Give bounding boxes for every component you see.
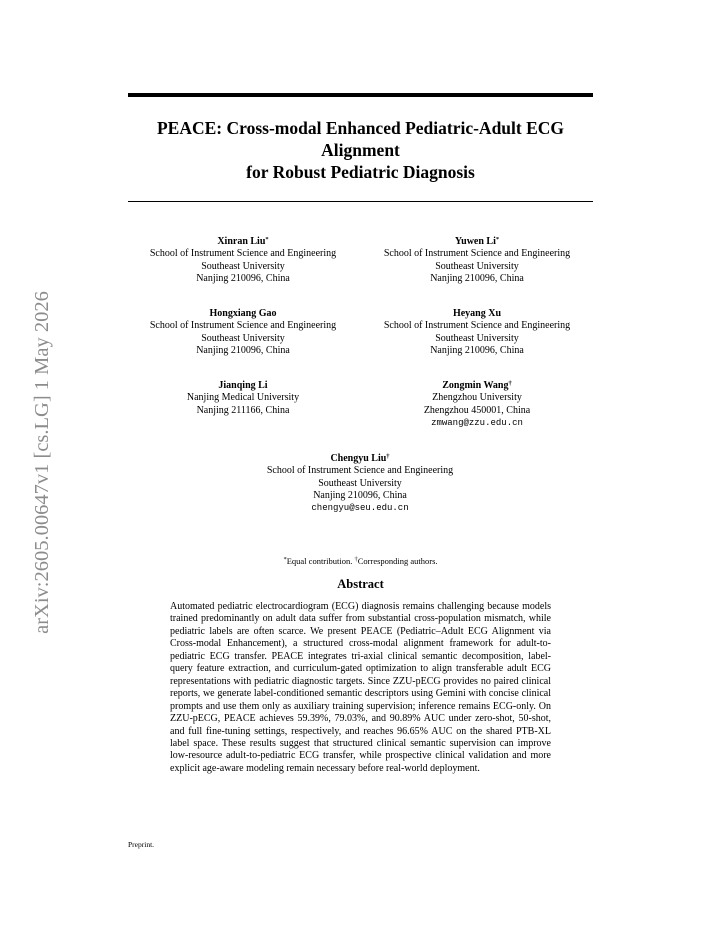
author-email[interactable]: chengyu@seu.edu.cn — [311, 503, 409, 514]
author-affiliation-line: School of Instrument Science and Engineering — [383, 320, 571, 332]
title-line: Alignment — [321, 140, 400, 160]
author-mark: * — [265, 236, 269, 243]
author-affiliation-line: Zhengzhou 450001, China — [423, 404, 531, 416]
title-line: PEACE: Cross-modal Enhanced Pediatric-Adult ECG — [156, 118, 565, 138]
author-block — [123, 236, 363, 285]
author-affiliation-line: Nanjing Medical University — [186, 392, 300, 404]
author-name: Zongmin Wang — [442, 380, 509, 391]
arxiv-identifier — [22, 262, 62, 662]
author-block — [357, 380, 597, 429]
author-affiliation-line: Zhengzhou University — [432, 392, 522, 404]
author-block — [123, 308, 363, 357]
author-affiliation-line: Nanjing 211166, China — [196, 404, 290, 416]
author-mark: † — [386, 453, 390, 460]
author-name: Hongxiang Gao — [209, 308, 277, 319]
equal-contribution-text: Equal contribution. — [286, 556, 355, 566]
author-affiliation-line: Nanjing 210096, China — [196, 272, 290, 284]
author-name: Heyang Xu — [452, 308, 502, 319]
author-name: Xinran Liu — [217, 236, 266, 247]
author-block — [123, 380, 363, 417]
corresponding-author-text: Corresponding authors. — [357, 556, 438, 566]
author-name: Yuwen Li — [454, 236, 496, 247]
abstract-text: Automated pediatric electrocardiogram (ECG) diagnosis remains challenging because models trained predominantly on adult data suffer from substantial cross-population mismatch, while pediatric labels are often scarce. We present PEACE (Pediatric–Adult ECG Alignment via Cross-modal Enhancement), a structured cross-modal alignment framework for adult-to-pediatric ECG transfer. PEACE integrates tri-axial clinical semantic decomposition, label-query feature extraction, and curriculum-gated optimization to align transferable adult ECG representations with pediatric diagnostic targets. Since ZZU-pECG provides no paired clinical reports, we generate label-conditioned semantic descriptors using Gemini with concise clinical prompts and use them only as auxiliary training supervision; inference remains ECG-only. On ZZU-pECG, PEACE achieves 59.39%, 79.03%, and 90.89% AUC under zero-shot, 50-shot, and full fine-tuning settings, respectively, and reaches 96.65% AUC on the shared PTB-XL label space. These results suggest that structured clinical semantic supervision can improve low-resource adult-to-pediatric ECG transfer, while prospective clinical validation and more explicit age-aware modeling remain necessary before real-world deployment. — [170, 601, 551, 774]
corresponding-author-mark: † — [354, 556, 358, 563]
preprint-label: Preprint. — [128, 840, 155, 849]
author-name: Jianqing Li — [218, 380, 268, 391]
contribution-footnote — [128, 556, 593, 566]
author-affiliation-line: School of Instrument Science and Engineering — [266, 465, 454, 477]
author-block — [240, 453, 480, 514]
title-line: for Robust Pediatric Diagnosis — [246, 162, 475, 182]
author-affiliation-line: School of Instrument Science and Engineering — [383, 248, 571, 260]
equal-contribution-mark: * — [283, 556, 287, 563]
author-affiliation-line: Nanjing 210096, China — [430, 344, 524, 356]
author-mark: * — [495, 236, 500, 243]
arxiv-identifier-text: arXiv:2605.00647v1 [cs.LG] 1 May 2026 — [30, 290, 53, 634]
author-email[interactable]: zmwang@zzu.edu.cn — [431, 417, 523, 428]
title-top-rule — [128, 93, 593, 97]
author-affiliation-line: School of Instrument Science and Engineering — [149, 320, 337, 332]
abstract-heading: Abstract — [337, 577, 384, 591]
author-affiliation-line: Southeast University — [318, 477, 402, 489]
author-affiliation-line: Southeast University — [435, 332, 519, 344]
author-affiliation-line: Southeast University — [435, 260, 519, 272]
author-affiliation-line: Southeast University — [201, 332, 285, 344]
author-affiliation-line: Southeast University — [201, 260, 285, 272]
author-affiliation-line: Nanjing 210096, China — [196, 344, 290, 356]
author-block — [357, 236, 597, 285]
paper-title — [128, 117, 593, 183]
author-block — [357, 308, 597, 357]
author-name: Chengyu Liu — [330, 453, 387, 464]
author-affiliation-line: Nanjing 210096, China — [430, 272, 524, 284]
author-affiliation-line: Nanjing 210096, China — [313, 489, 407, 501]
author-mark: † — [508, 380, 512, 387]
title-bottom-rule — [128, 201, 593, 202]
author-affiliation-line: School of Instrument Science and Engineering — [149, 248, 337, 260]
